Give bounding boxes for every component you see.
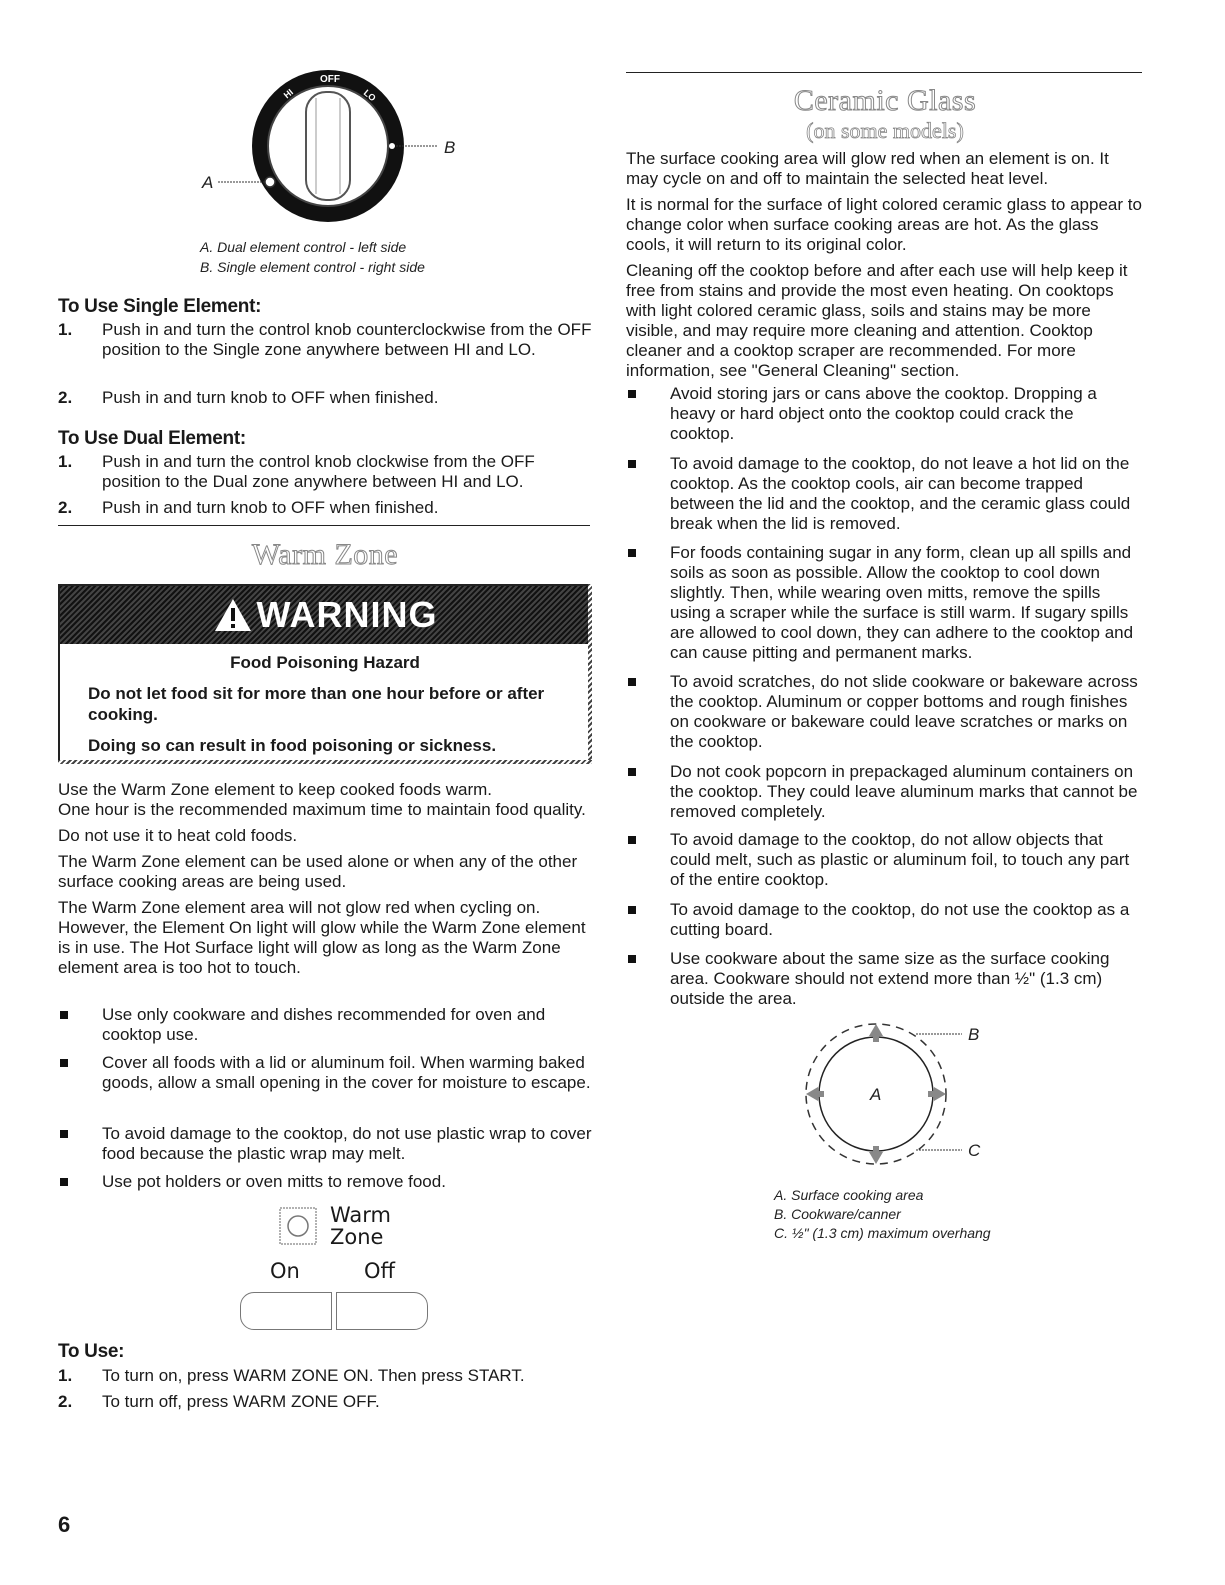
warning-header <box>60 586 590 644</box>
ceramic-bullet-7: To avoid damage to the cooktop, do not use the cooktop as a cutting board. <box>626 900 1142 940</box>
ceramic-bullet-2: To avoid damage to the cooktop, do not leave a hot lid on the cooktop. As the cooktop cools, air can become trapped between the lid and the cooktop, and the ceramic glass could break when the lid is removed. <box>626 454 1142 534</box>
panel-warm-label: Warm <box>330 1203 392 1227</box>
ceramic-bullet-3: For foods containing sugar in any form, clean up all spills and soils as soon as possible. Allow the cooktop to cool down slightly. Then, while wearing oven mitts, remove the spills using a scraper while the surface is still warm. If sugary spills are allowed to cool down, they can adhere to the cooktop and can cause pitting and permanent marks. <box>626 543 1142 663</box>
warm-zone-para-4: The Warm Zone element can be used alone or when any of the other surface cooking areas are being used. <box>58 852 578 891</box>
warm-bullet-2: Cover all foods with a lid or aluminum foil. When warming baked goods, allow a small opening in the cover for moisture to escape. <box>58 1053 592 1093</box>
warm-zone-para-5: The Warm Zone element area will not glow red when cycling on. However, the Element On light will glow while the Warm Zone element is in use. The Hot Surface light will glow as long as the Warm Zone element area is too hot to touch. <box>58 898 586 977</box>
panel-off-label: Off <box>364 1259 395 1283</box>
warning-line-2: Doing so can result in food poisoning or sickness. <box>88 736 497 755</box>
section-divider <box>58 525 590 526</box>
bullet-icon <box>628 549 636 557</box>
warning-bottom-stripe <box>58 760 592 764</box>
ceramic-bullet-8: Use cookware about the same size as the surface cooking area. Cookware should not extend more than ½" (1.3 cm) outside the area. <box>626 949 1142 1009</box>
diagram-caption-c: C. ½" (1.3 cm) maximum overhang <box>774 1225 991 1241</box>
cookware-overhang-diagram <box>766 1010 1006 1180</box>
to-use-step-2: 2. To turn off, press WARM ZONE OFF. <box>58 1392 380 1411</box>
dual-step-2: 2. Push in and turn knob to OFF when finished. <box>58 498 439 517</box>
step-number: 1. <box>58 1366 73 1385</box>
warm-zone-off-button[interactable] <box>336 1292 428 1330</box>
ceramic-glass-title: Ceramic Glass <box>793 84 977 117</box>
dial-off-label: OFF <box>320 74 340 85</box>
warm-zone-on-button[interactable] <box>240 1292 332 1330</box>
warm-zone-para-1: Use the Warm Zone element to keep cooked foods warm. <box>58 780 493 799</box>
warning-title: Food Poisoning Hazard <box>230 653 420 672</box>
diagram-label-a: A <box>870 1085 882 1104</box>
bullet-icon <box>60 1130 68 1138</box>
step-number: 1. <box>58 452 73 471</box>
bullet-icon <box>628 906 636 914</box>
warm-zone-para-2: One hour is the recommended maximum time to maintain food quality. <box>58 800 586 819</box>
warm-bullet-1: Use only cookware and dishes recommended for oven and cooktop use. <box>58 1005 592 1045</box>
warning-triangle-icon <box>213 597 253 633</box>
bullet-icon <box>628 678 636 686</box>
warning-box <box>58 584 592 764</box>
dual-step-1: 1. Push in and turn the control knob clockwise from the OFF position to the Dual zone anywhere between HI and LO. <box>58 452 535 491</box>
ceramic-bullet-1: Avoid storing jars or cans above the cooktop. Dropping a heavy or hard object onto the cooktop could crack the cooktop. <box>626 384 1142 444</box>
bullet-icon <box>628 955 636 963</box>
ceramic-bullet-6: To avoid damage to the cooktop, do not allow objects that could melt, such as plastic or aluminum foil, to touch any part of the entire cooktop. <box>626 830 1142 890</box>
to-use-step-1: 1. To turn on, press WARM ZONE ON. Then press START. <box>58 1366 525 1385</box>
single-element-heading: To Use Single Element: <box>58 296 262 317</box>
step-number: 1. <box>58 320 73 339</box>
warning-header-text: WARNING <box>256 594 438 635</box>
dual-control-knob-illustration <box>188 62 538 232</box>
panel-zone-label: Zone <box>330 1225 384 1249</box>
diagram-caption-b: B. Cookware/canner <box>774 1206 901 1222</box>
step-number: 2. <box>58 388 73 407</box>
diagram-label-c: C <box>968 1141 981 1160</box>
ceramic-para-2: It is normal for the surface of light colored ceramic glass to appear to change color when surface cooking areas are hot. As the glass cools, it will return to its original color. <box>626 195 1142 254</box>
single-step-2: 2. Push in and turn knob to OFF when finished. <box>58 388 439 407</box>
warm-bullet-4: Use pot holders or oven mitts to remove food. <box>58 1172 592 1192</box>
page-number: 6 <box>58 1512 71 1537</box>
bullet-icon <box>60 1011 68 1019</box>
bullet-icon <box>628 460 636 468</box>
ceramic-para-3: Cleaning off the cooktop before and after each use will help keep it free from stains and provide the most even heating. On cooktops with light colored ceramic glass, soils and stains may be more visible, and may require more cleaning and attention. Cooktop cleaner and a cooktop scraper are recommended. For more information, see "General Cleaning" section. <box>626 261 1128 380</box>
dial-lo-label: LO <box>361 87 378 104</box>
bullet-icon <box>60 1059 68 1067</box>
bullet-icon <box>628 390 636 398</box>
ceramic-glass-subtitle: (on some models) <box>806 118 964 143</box>
dial-hi-label: HI <box>281 86 296 101</box>
single-step-1: 1. Push in and turn the control knob counterclockwise from the OFF position to the Single zone anywhere between HI and LO. <box>58 320 592 359</box>
warm-zone-title: Warm Zone <box>251 538 399 571</box>
diagram-label-b: B <box>968 1025 980 1044</box>
warning-right-stripe <box>588 584 592 764</box>
warm-zone-icon <box>278 1206 318 1246</box>
dual-element-heading: To Use Dual Element: <box>58 428 246 449</box>
panel-on-label: On <box>270 1259 300 1283</box>
to-use-heading: To Use: <box>58 1341 125 1362</box>
warm-zone-para-3: Do not use it to heat cold foods. <box>58 826 298 845</box>
step-number: 2. <box>58 1392 73 1411</box>
ceramic-bullet-4: To avoid scratches, do not slide cookware or bakeware across the cooktop. Aluminum or copper bottoms and rough finishes on cookware or bakeware could leave scratches or marks on the cooktop. <box>626 672 1142 752</box>
dial-label-a: A <box>202 173 214 192</box>
diagram-caption-a: A. Surface cooking area <box>774 1187 924 1203</box>
dial-caption-b: B. Single element control - right side <box>200 259 425 275</box>
section-divider <box>626 72 1142 73</box>
warm-zone-paragraphs <box>58 780 592 978</box>
bullet-icon <box>628 768 636 776</box>
ceramic-para-1: The surface cooking area will glow red when an element is on. It may cycle on and off to maintain the selected heat level. <box>626 149 1109 188</box>
dial-label-b: B <box>444 138 456 157</box>
ceramic-bullet-5: Do not cook popcorn in prepackaged aluminum containers on the cooktop. They could leave aluminum marks that cannot be removed completely. <box>626 762 1142 822</box>
ceramic-paragraphs <box>626 149 1142 381</box>
dial-caption-a: A. Dual element control - left side <box>200 239 407 255</box>
bullet-icon <box>628 836 636 844</box>
step-number: 2. <box>58 498 73 517</box>
warm-bullet-3: To avoid damage to the cooktop, do not use plastic wrap to cover food because the plastic wrap may melt. <box>58 1124 592 1164</box>
warning-line-1: Do not let food sit for more than one hour before or after cooking. <box>88 684 545 724</box>
bullet-icon <box>60 1178 68 1186</box>
